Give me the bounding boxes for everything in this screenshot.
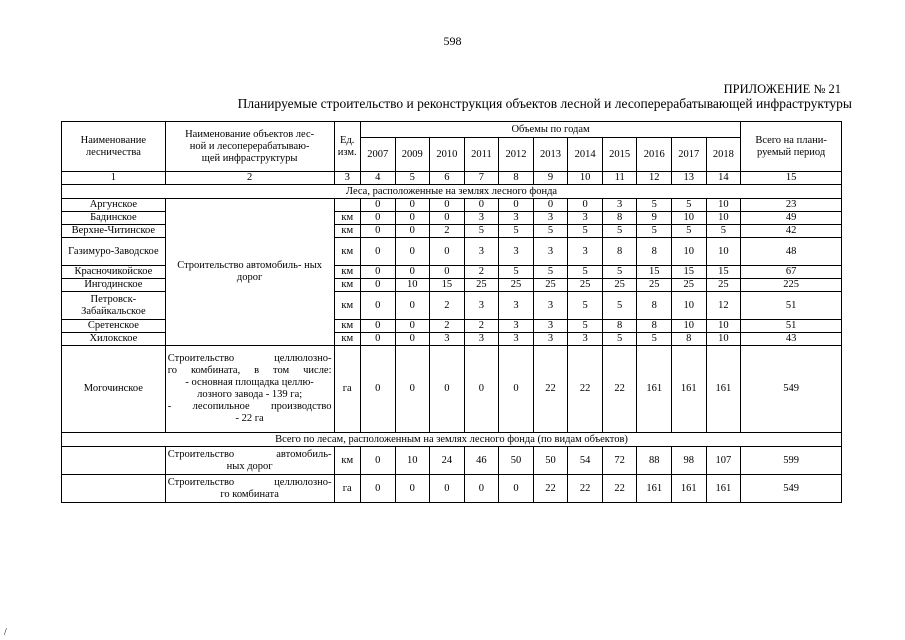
forestry-name: Аргунское	[62, 199, 166, 212]
value-cell: 5	[533, 225, 568, 238]
value-cell: 0	[499, 475, 534, 503]
value-cell: 0	[360, 238, 395, 266]
value-cell: 8	[602, 238, 637, 266]
value-cell: 22	[568, 346, 603, 433]
value-cell: 8	[637, 320, 672, 333]
value-cell: 3	[533, 212, 568, 225]
total-cell: 42	[741, 225, 842, 238]
header-total-line: руемый период	[756, 146, 826, 158]
value-cell: 2	[430, 225, 465, 238]
object-line: Строительство автомобиль-	[167, 448, 332, 460]
forestry-name: Ингодинское	[62, 279, 166, 292]
value-cell: 3	[430, 333, 465, 346]
column-number: 10	[568, 172, 603, 185]
value-cell: 3	[602, 199, 637, 212]
value-cell: 22	[533, 475, 568, 503]
column-number: 5	[395, 172, 430, 185]
column-number-row	[62, 172, 842, 185]
header-object-line: щей инфраструктуры	[201, 152, 298, 164]
total-cell: 49	[741, 212, 842, 225]
value-cell: 10	[706, 238, 741, 266]
value-cell: 0	[464, 346, 499, 433]
table-row	[62, 475, 842, 503]
value-cell: 5	[568, 225, 603, 238]
value-cell: 0	[430, 266, 465, 279]
object-line: - лесопильное производство	[167, 401, 332, 412]
value-cell: 3	[568, 212, 603, 225]
appendix-label: ПРИЛОЖЕНИЕ № 21	[723, 82, 841, 96]
value-cell: 25	[533, 279, 568, 292]
value-cell: 0	[499, 199, 534, 212]
value-cell: 0	[568, 199, 603, 212]
value-cell: 10	[706, 199, 741, 212]
value-cell: 5	[568, 292, 603, 320]
value-cell: 10	[672, 292, 707, 320]
object-line: Строительство целлюлозно-	[167, 476, 332, 488]
object-name: Строительство автомобиль- ных дорог	[165, 199, 334, 346]
value-cell: 25	[499, 279, 534, 292]
value-cell: 0	[430, 346, 465, 433]
value-cell: 0	[395, 333, 430, 346]
value-cell: 0	[395, 475, 430, 503]
value-cell: 3	[499, 292, 534, 320]
header-forestry-line: Наименование	[80, 134, 147, 146]
value-cell: 3	[499, 238, 534, 266]
header-total	[741, 122, 842, 172]
value-cell: 98	[672, 447, 707, 475]
section-row	[62, 433, 842, 447]
value-cell: 0	[360, 292, 395, 320]
value-cell: 25	[602, 279, 637, 292]
unit-cell: км	[334, 320, 360, 333]
value-cell: 0	[360, 333, 395, 346]
value-cell: 24	[430, 447, 465, 475]
section-heading: Леса, расположенные на землях лесного фонда	[62, 185, 842, 199]
year-cell: 2010	[430, 138, 465, 172]
corner-mark: /	[4, 627, 7, 638]
header-object-line: Наименование объектов лес-	[185, 128, 315, 140]
column-number: 13	[672, 172, 707, 185]
year-cell: 2015	[602, 138, 637, 172]
value-cell: 0	[360, 320, 395, 333]
object-line: го комбината, в том числе:	[167, 365, 332, 376]
value-cell: 161	[706, 346, 741, 433]
value-cell: 5	[568, 266, 603, 279]
value-cell: 3	[499, 212, 534, 225]
year-cell: 2009	[395, 138, 430, 172]
value-cell: 0	[360, 447, 395, 475]
object-line: го комбината	[220, 488, 279, 500]
value-cell: 0	[360, 225, 395, 238]
unit-cell: км	[334, 238, 360, 266]
value-cell: 161	[706, 475, 741, 503]
year-cell: 2012	[499, 138, 534, 172]
value-cell: 8	[602, 212, 637, 225]
value-cell: 3	[464, 212, 499, 225]
value-cell: 25	[568, 279, 603, 292]
forestry-name: Петровск-Забайкальское	[62, 292, 166, 320]
value-cell: 3	[533, 292, 568, 320]
forestry-name: Верхне-Читинское	[62, 225, 166, 238]
value-cell: 0	[395, 266, 430, 279]
value-cell: 50	[533, 447, 568, 475]
value-cell: 5	[637, 225, 672, 238]
table-body	[62, 122, 842, 503]
unit-cell: км	[334, 212, 360, 225]
value-cell: 5	[672, 199, 707, 212]
value-cell: 22	[602, 475, 637, 503]
value-cell: 15	[706, 266, 741, 279]
header-unit-line: изм.	[337, 146, 357, 158]
column-number: 1	[62, 172, 166, 185]
header-row	[62, 122, 842, 138]
value-cell: 88	[637, 447, 672, 475]
value-cell: 50	[499, 447, 534, 475]
value-cell: 3	[499, 320, 534, 333]
year-cell: 2007	[360, 138, 395, 172]
total-cell: 43	[741, 333, 842, 346]
value-cell: 0	[395, 320, 430, 333]
year-cell: 2018	[706, 138, 741, 172]
value-cell: 0	[395, 212, 430, 225]
total-cell: 549	[741, 475, 842, 503]
column-number: 3	[334, 172, 360, 185]
value-cell: 5	[672, 225, 707, 238]
value-cell: 3	[464, 238, 499, 266]
value-cell: 15	[637, 266, 672, 279]
forestry-name: Хилокское	[62, 333, 166, 346]
value-cell: 0	[360, 346, 395, 433]
value-cell: 5	[499, 225, 534, 238]
value-cell: 3	[533, 333, 568, 346]
value-cell: 10	[672, 320, 707, 333]
value-cell: 0	[464, 475, 499, 503]
value-cell: 5	[637, 333, 672, 346]
table-row	[62, 447, 842, 475]
total-cell: 51	[741, 292, 842, 320]
header-forestry-line: лесничества	[85, 146, 141, 158]
table-row	[62, 346, 842, 433]
value-cell: 0	[430, 238, 465, 266]
value-cell: 72	[602, 447, 637, 475]
value-cell: 5	[602, 292, 637, 320]
value-cell: 0	[360, 266, 395, 279]
value-cell: 25	[637, 279, 672, 292]
value-cell: 107	[706, 447, 741, 475]
object-name	[165, 346, 334, 433]
value-cell: 15	[430, 279, 465, 292]
value-cell: 10	[706, 333, 741, 346]
value-cell: 0	[360, 279, 395, 292]
unit-cell: га	[334, 475, 360, 503]
value-cell: 0	[395, 292, 430, 320]
value-cell: 10	[706, 320, 741, 333]
total-cell: 599	[741, 447, 842, 475]
value-cell: 9	[637, 212, 672, 225]
value-cell: 10	[395, 279, 430, 292]
value-cell: 0	[430, 199, 465, 212]
value-cell: 5	[568, 320, 603, 333]
year-cell: 2013	[533, 138, 568, 172]
forestry-name: Бадинское	[62, 212, 166, 225]
section-heading: Всего по лесам, расположенным на землях лесного фонда (по видам объектов)	[62, 433, 842, 447]
object-line: - основная площадка целлю-	[185, 377, 314, 388]
value-cell: 5	[706, 225, 741, 238]
forestry-name: Газимуро-Заводское	[62, 238, 166, 266]
forestry-name	[62, 447, 166, 475]
value-cell: 0	[430, 212, 465, 225]
unit-cell: км	[334, 292, 360, 320]
column-number: 6	[430, 172, 465, 185]
year-cell: 2017	[672, 138, 707, 172]
value-cell: 5	[637, 199, 672, 212]
value-cell: 46	[464, 447, 499, 475]
value-cell: 0	[499, 346, 534, 433]
total-cell: 67	[741, 266, 842, 279]
value-cell: 8	[637, 238, 672, 266]
object-name	[165, 447, 334, 475]
value-cell: 0	[395, 199, 430, 212]
total-cell: 48	[741, 238, 842, 266]
value-cell: 0	[360, 212, 395, 225]
value-cell: 2	[464, 320, 499, 333]
column-number: 2	[165, 172, 334, 185]
object-line: ных дорог	[226, 460, 273, 472]
value-cell: 54	[568, 447, 603, 475]
table-row	[62, 199, 842, 212]
value-cell: 10	[672, 238, 707, 266]
page-title: Планируемые строительство и реконструкция объектов лесной и лесоперерабатывающей инфраструктуры	[237, 96, 852, 111]
forestry-name: Могочинское	[62, 346, 166, 433]
infrastructure-table	[61, 121, 842, 503]
value-cell: 0	[395, 346, 430, 433]
value-cell: 161	[637, 346, 672, 433]
value-cell: 25	[672, 279, 707, 292]
value-cell: 3	[568, 238, 603, 266]
unit-cell: км	[334, 266, 360, 279]
value-cell: 3	[533, 320, 568, 333]
value-cell: 3	[499, 333, 534, 346]
object-line: лозного завода - 139 га;	[197, 389, 303, 400]
value-cell: 3	[464, 333, 499, 346]
value-cell: 5	[533, 266, 568, 279]
value-cell: 161	[637, 475, 672, 503]
header-object	[165, 122, 334, 172]
value-cell: 5	[464, 225, 499, 238]
value-cell: 25	[706, 279, 741, 292]
value-cell: 22	[602, 346, 637, 433]
value-cell: 0	[533, 199, 568, 212]
column-number: 8	[499, 172, 534, 185]
column-number: 14	[706, 172, 741, 185]
header-unit	[334, 122, 360, 172]
unit-cell: км	[334, 333, 360, 346]
total-cell: 51	[741, 320, 842, 333]
value-cell: 12	[706, 292, 741, 320]
header-volumes: Объемы по годам	[360, 122, 740, 138]
value-cell: 22	[533, 346, 568, 433]
total-cell: 225	[741, 279, 842, 292]
value-cell: 2	[430, 292, 465, 320]
value-cell: 8	[672, 333, 707, 346]
object-line: Строительство целлюлозно-	[167, 353, 332, 364]
header-object-line: ной и лесоперерабатываю-	[189, 140, 310, 152]
year-cell: 2014	[568, 138, 603, 172]
unit-cell: км	[334, 447, 360, 475]
section-row	[62, 185, 842, 199]
column-number: 11	[602, 172, 637, 185]
value-cell: 0	[360, 199, 395, 212]
header-forestry	[62, 122, 166, 172]
column-number: 15	[741, 172, 842, 185]
value-cell: 3	[533, 238, 568, 266]
object-name	[165, 475, 334, 503]
header-total-line: Всего на плани-	[755, 134, 827, 146]
unit-cell: га	[334, 346, 360, 433]
year-cell: 2016	[637, 138, 672, 172]
value-cell: 0	[395, 238, 430, 266]
value-cell: 10	[395, 447, 430, 475]
value-cell: 5	[602, 266, 637, 279]
value-cell: 0	[360, 475, 395, 503]
forestry-name	[62, 475, 166, 503]
page-number: 598	[443, 34, 462, 48]
value-cell: 161	[672, 346, 707, 433]
total-cell: 549	[741, 346, 842, 433]
total-cell: 23	[741, 199, 842, 212]
value-cell: 2	[430, 320, 465, 333]
forestry-name: Сретенское	[62, 320, 166, 333]
value-cell: 22	[568, 475, 603, 503]
unit-cell: км	[334, 225, 360, 238]
value-cell: 25	[464, 279, 499, 292]
column-number: 12	[637, 172, 672, 185]
value-cell: 10	[706, 212, 741, 225]
value-cell: 161	[672, 475, 707, 503]
value-cell: 15	[672, 266, 707, 279]
column-number: 4	[360, 172, 395, 185]
object-line: - 22 га	[235, 413, 264, 424]
value-cell: 5	[602, 333, 637, 346]
value-cell: 10	[672, 212, 707, 225]
value-cell: 0	[430, 475, 465, 503]
value-cell: 3	[568, 333, 603, 346]
value-cell: 3	[464, 292, 499, 320]
column-number: 7	[464, 172, 499, 185]
value-cell: 5	[499, 266, 534, 279]
value-cell: 8	[637, 292, 672, 320]
unit-cell: км	[334, 279, 360, 292]
value-cell: 5	[602, 225, 637, 238]
value-cell: 0	[395, 225, 430, 238]
value-cell: 8	[602, 320, 637, 333]
column-number: 9	[533, 172, 568, 185]
forestry-name: Красночикойское	[62, 266, 166, 279]
value-cell: 0	[464, 199, 499, 212]
value-cell: 2	[464, 266, 499, 279]
year-cell: 2011	[464, 138, 499, 172]
header-unit-line: Ед.	[340, 134, 355, 146]
unit-cell	[334, 199, 360, 212]
